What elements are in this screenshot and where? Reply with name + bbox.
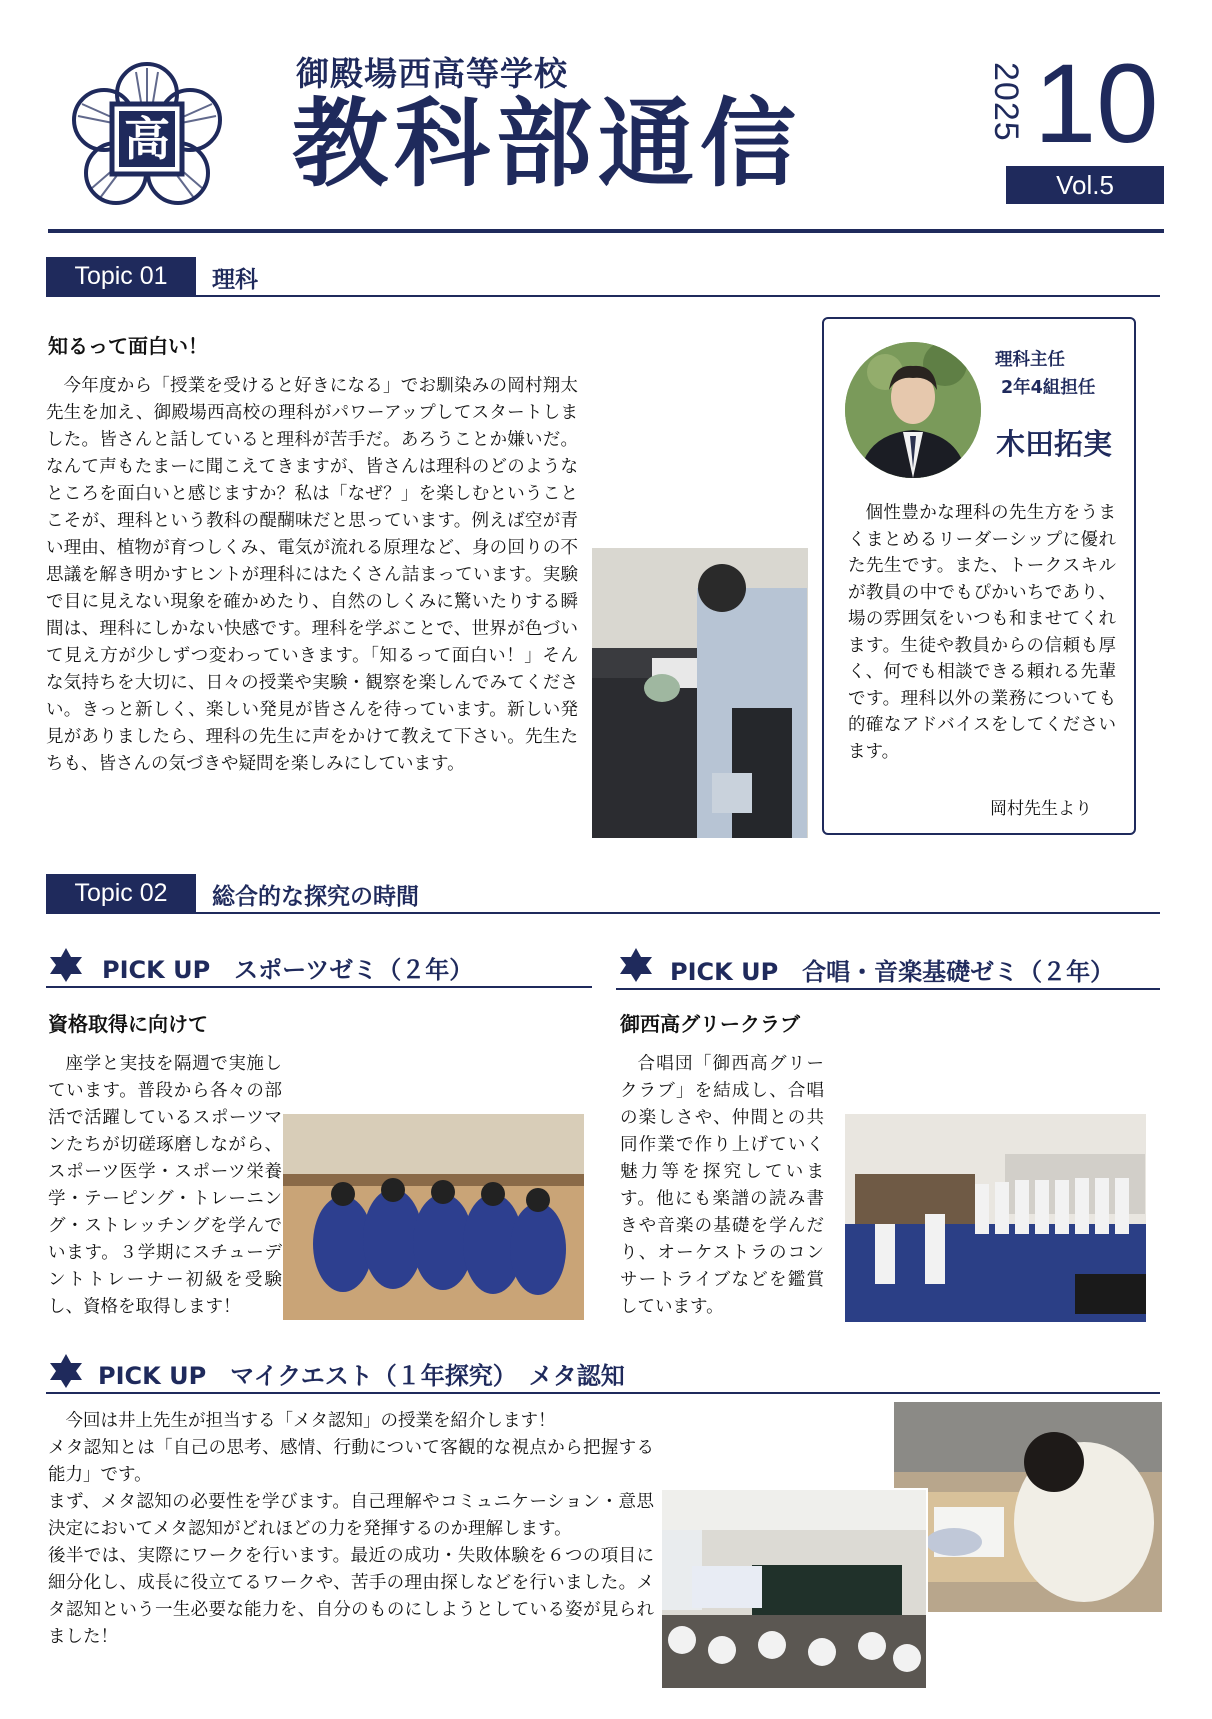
pickup-sports-heading: PICK UP スポーツゼミ（２年） xyxy=(102,956,474,984)
pickup-meta-heading: PICK UP マイクエスト（１年探究） メタ認知 xyxy=(98,1362,625,1390)
header-divider xyxy=(48,229,1164,233)
pickup-meta-rule xyxy=(46,1392,1160,1394)
star-bullet-icon xyxy=(48,947,84,983)
issue-year xyxy=(985,62,1025,152)
topic1-title: 理科 xyxy=(212,267,258,293)
meta-classroom-photo xyxy=(660,1488,928,1690)
issue-year-text: 2025 xyxy=(987,62,1025,142)
teacher-description-text: 個性豊かな理科の先生方をうまくまとめるリーダーシップに優れた先生です。また、トークスキルが教員の中でもぴかいちであり、場の雰囲気をいつも和ませてくれます。生徒や教員からの信頼も厚く、何でも相談できる頼れる先輩です。理科以外の業務についても的確なアドバイスをしてくださいます。 xyxy=(848,503,1116,762)
pickup-meta-p1: 今回は井上先生が担当する「メタ認知」の授業を紹介します！ xyxy=(65,1411,556,1431)
pickup-sports-lead: 資格取得に向けて xyxy=(48,1012,208,1036)
volume-badge: Vol.5 xyxy=(1006,166,1164,204)
pickup-choir-rule xyxy=(616,988,1160,990)
star-bullet-icon xyxy=(618,947,654,983)
topic1-tag: Topic 01 xyxy=(46,257,196,295)
teacher-avatar xyxy=(845,342,981,478)
pickup-choir-paragraph: 合唱団「御西高グリークラブ」を結成し、合唱の楽しさや、仲間との共同作業で作り上げていく魅力等を探究しています。他にも楽譜の読み書きや音楽の基礎を学んだり、オーケストラのコンサートライブなどを鑑賞しています。 xyxy=(620,1054,824,1317)
star-bullet-icon xyxy=(48,1353,84,1389)
pickup-sports-rule xyxy=(46,986,592,988)
topic1-lead: 知るって面白い！ xyxy=(48,334,208,358)
pickup-choir-lead: 御西高グリークラブ xyxy=(620,1012,800,1036)
pickup-meta-article xyxy=(48,1408,654,1651)
pickup-meta-p4: 後半では、実際にワークを行います。最近の成功・失敗体験を６つの項目に細分化し、成長に役立てるワークや、苦手の理由探しなどを行いました。メタ認知という一生必要な能力を、自分のものにしようとしている姿が見られました！ xyxy=(48,1546,654,1647)
teacher-card-signature: 岡村先生より xyxy=(990,799,1092,819)
pickup-meta-p3: まず、メタ認知の必要性を学びます。自己理解やコミュニケーション・意思決定においてメタ認知がどれほどの力を発揮するのか理解します。 xyxy=(48,1492,654,1539)
logo-character: 高 xyxy=(124,112,170,166)
newsletter-title: 教科部通信 xyxy=(292,88,802,200)
issue-month: 10 xyxy=(1034,41,1159,166)
teacher-name: 木田拓実 xyxy=(996,427,1113,461)
topic1-paragraph: 今年度から「授業を受けると好きになる」でお馴染みの岡村翔太先生を加え、御殿場西高校の理科がパワーアップしてスタートしました。皆さんと話していると理科が苦手だ。あろうことか嫌いだ。なんて声もたまーに聞こえてきますが、皆さんは理科のどのようなところを面白いと感じますか？私は「なぜ？」を楽しむということこそが、理科という教科の醍醐味だと思っています。例えば空が青い理由、植物が育つしくみ、電気が流れる原理など、身の回りの不思議を解き明かすヒントが理科にはたくさん詰まっています。実験で目に見えない現象を確かめたり、自然のしくみに驚いたりする瞬間は、理科にしかない快感です。理科を学ぶことで、世界が色づいて見え方が少しずつ変わっていきます。「知るって面白い！」そんな気持ちを大切に、日々の授業や実験・観察を楽しんでみてください。きっと新しく、楽しい発見が皆さんを待っています。新しい発見がありましたら、理科の先生に声をかけて教えて下さい。先生たちも、皆さんの気づきや疑問を楽しみにしています。 xyxy=(46,376,578,774)
teacher-role xyxy=(995,346,1095,402)
school-emblem-logo xyxy=(66,58,228,220)
science-experiment-photo xyxy=(592,548,808,838)
teacher-role-line2: 2年4組担任 xyxy=(1001,378,1096,398)
topic1-rule xyxy=(46,295,1160,297)
pickup-sports-paragraph: 座学と実技を隔週で実施しています。普段から各々の部活で活躍しているスポーツマンたちが切磋琢磨しながら、スポーツ医学・スポーツ栄養学・テーピング・トレーニング・ストレッチングを学んでいます。３学期にスチューデントトレーナー初級を受験し、資格を取得します！ xyxy=(48,1054,282,1317)
choir-seminar-photo xyxy=(845,1114,1146,1322)
topic2-rule xyxy=(46,912,1160,914)
meta-student-working-photo xyxy=(894,1402,1162,1612)
pickup-choir-heading: PICK UP 合唱・音楽基礎ゼミ（２年） xyxy=(670,958,1115,986)
school-name: 御殿場西高等学校 xyxy=(296,54,568,93)
pickup-meta-p2: メタ認知とは「自己の思考、感情、行動について客観的な視点から把握する能力」です。 xyxy=(48,1438,654,1485)
teacher-role-line1: 理科主任 xyxy=(995,350,1065,370)
sports-seminar-photo xyxy=(283,1114,584,1320)
topic2-title: 総合的な探究の時間 xyxy=(212,884,419,910)
teacher-description xyxy=(848,500,1116,765)
topic2-tag: Topic 02 xyxy=(46,874,196,912)
